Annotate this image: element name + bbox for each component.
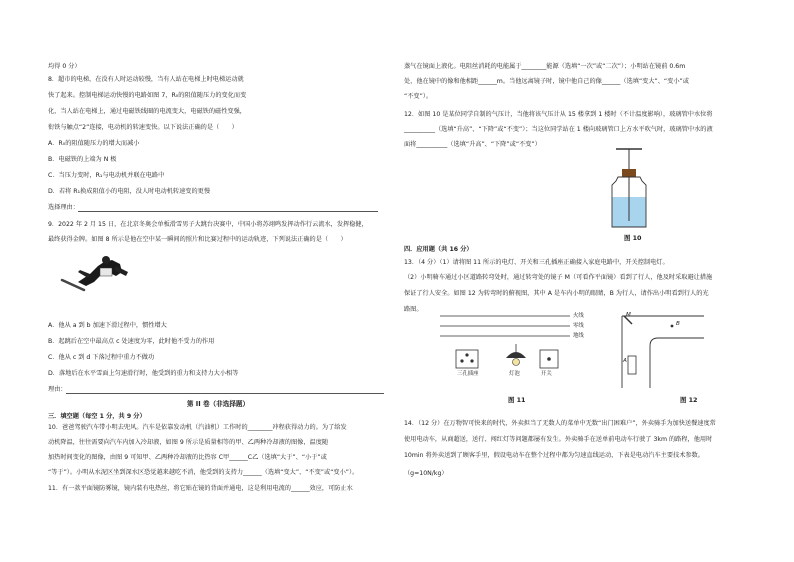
option-c: C．当压力变时，R₁与电动机并联在电路中 <box>48 172 165 179</box>
eye-label: A <box>623 358 627 364</box>
option-a: A．R₀的阻值随压力的增大而减小 <box>48 140 140 147</box>
socket-label: 三孔插座 <box>457 371 479 377</box>
text-line: 13．（4 分）（1）请将图 11 所示的电灯、开关和三孔插座正确接入家庭电路中，开关控制电灯。 <box>404 259 669 266</box>
question-11-text: 11．有一款平面镜防雾镜，镜内装有电热丝，将它贴在镜的背面并通电，这是利用电流的______效应，可防止水 <box>48 485 353 492</box>
ground-wire-label: 地线 <box>573 333 584 339</box>
text-line: 9．2022 年 2 月 15 日，在北京冬奥会单板滑雪男子大跳台决赛中，中国小将苏翊鸣发挥动作行云流水，发挥稳健， <box>48 221 368 228</box>
mirror-label: M <box>626 312 631 318</box>
snowboarder-photo <box>60 252 135 294</box>
answer-line <box>78 211 378 212</box>
text-line: 8．超市的电梯，在没有人时运动较慢，当有人站在电梯上时电梯运动就 <box>48 76 244 83</box>
text-line: “不变”）。 <box>404 93 433 100</box>
text-line: 快了起来。控制电梯运动快慢的电路如图 7，R₀的阻值随压力的变化而变 <box>48 92 247 99</box>
text-line: 路图。 <box>404 306 423 313</box>
switch-label: 开关 <box>541 371 552 377</box>
option-d: D．落地后在水平雪面上匀速滑行时，他受到的重力和支持力大小相等 <box>48 370 239 377</box>
option-b: B．起跳后在空中最高点 c 处速度为零，此时他不受力的作用 <box>48 338 215 345</box>
option-d: D．若将 R₁换成阻值小的电阻，没人时电动机转速变的更慢 <box>48 188 211 195</box>
option-a: A．他从 a 到 b 加速下滑过程中，惯性增大 <box>48 322 167 329</box>
text-line: 蒸气在镜面上液化。电阻丝消耗的电能属于________能源（选填“一次”或“二次”）；小明站在镜前 0.6m <box>404 63 686 70</box>
pedestrian-label: B <box>676 321 680 327</box>
text-line: 10．爸爸驾驶汽车带小明去兜风。汽车是依靠发动机（汽油机）工作时的________冲程获得动力的。为了给发 <box>48 424 347 431</box>
section-4-heading: 四．应用题（共 16 分） <box>404 246 473 253</box>
neutral-wire-label: 零线 <box>573 323 584 329</box>
text-line: 12．如图 10 是某位同学自制的气压计，当他将该气压计从 15 楼拿到 1 楼时（不计温度影响），玻璃管中水位将 <box>404 111 713 118</box>
road-corner-diagram <box>620 312 704 388</box>
text-line: “等于”）。小明从水泥区坐到深水区恐觉越来越吃不消，他受到的支持力______（选填“变大”、“不变”或“变小”）。 <box>48 469 359 476</box>
text-line: 加热时间变化的图像，由图 9 可知甲、乙两种冷却液的比热容 C甲______C乙（选填“大于”、“小于”或 <box>48 454 327 461</box>
figure-12-caption: 图 12 <box>680 396 698 404</box>
text-line: 衔铁与触点“2”连接，电动机的转速变快。以下说法正确的是（ ） <box>48 124 238 131</box>
text-line: 均得 0 分） <box>48 63 81 70</box>
figure-11-caption: 图 11 <box>508 396 526 404</box>
section-3-heading: 三．填空题（每空 1 分，共 9 分） <box>48 413 146 420</box>
answer-line <box>66 393 384 394</box>
text-line: 面将__________（选填“升高”、“下降”或“不变”） <box>404 141 541 148</box>
text-line: 保证了行人安全。如图 12 为转弯时的俯视图，其中 A 是车内小明的眼睛，B 为行人，请作出小明看到行人的光 <box>404 290 709 297</box>
live-wire-label: 火线 <box>573 313 584 319</box>
text-line: 化，当人站在电梯上，通过电磁铁线圈的电流变大，电磁铁的磁性变强， <box>48 108 246 115</box>
text-line: 使用电动车，从商超送，送行、闯红灯等问题都屡有发生。外卖骑手在送单前电动车行驶了 3km 的路程，他用时 <box>404 436 713 443</box>
part-2-heading: 第 II 卷（非选择题） <box>186 400 250 408</box>
text-line: 最终获得金牌。如图 8 所示是他在空中某一瞬间的照片和比赛过程中的运动轨迹，下列说法正确的是（ ） <box>48 236 347 243</box>
option-c: C．他从 c 到 d 下落过程中重力不做功 <box>48 354 155 361</box>
text-line: 10min 将外卖送到了顾客手里，假设电动车在整个过程中都为匀速直线运动，下表是电动汽车主要技术参数。 <box>404 452 704 459</box>
reason-label: 理由： <box>48 386 67 393</box>
text-line: 14．（12 分）在万物智可快来的时代，外卖担当了无数人的菜单中无数“出门困难户”，外卖骑手为加快送餐速度常 <box>404 420 716 427</box>
text-line: （g=10N/kg） <box>404 470 448 477</box>
option-b: B．电磁铁的上端为 N 极 <box>48 156 117 163</box>
reason-label: 选择理由： <box>48 204 79 211</box>
text-line: 处，他在镜中的像和他相距______m。当他远离镜子时，镜中他自己的像______（选填“变大”、“变小”或 <box>404 78 689 85</box>
barometer-bottle-figure <box>598 147 660 232</box>
text-line: （2）小明骑车通过小区道路转弯处时，通过转弯处的镜子 M（可看作平面镜）看到了行人，他及时采取避让措施 <box>404 274 713 281</box>
lamp-label: 灯泡 <box>509 371 520 377</box>
text-line: 动机降温，往往需要向汽车内加入冷却液，如图 9 所示是质量相等的甲、乙两种冷却液的图像，温度随 <box>48 439 329 446</box>
figure-10-caption: 图 10 <box>624 234 642 242</box>
text-line: __________（选填“升高”、“下降”或“不变”）；当这位同学站在 1 楼向玻璃管口上方水平吹气时，玻璃管中水的液 <box>404 126 713 133</box>
